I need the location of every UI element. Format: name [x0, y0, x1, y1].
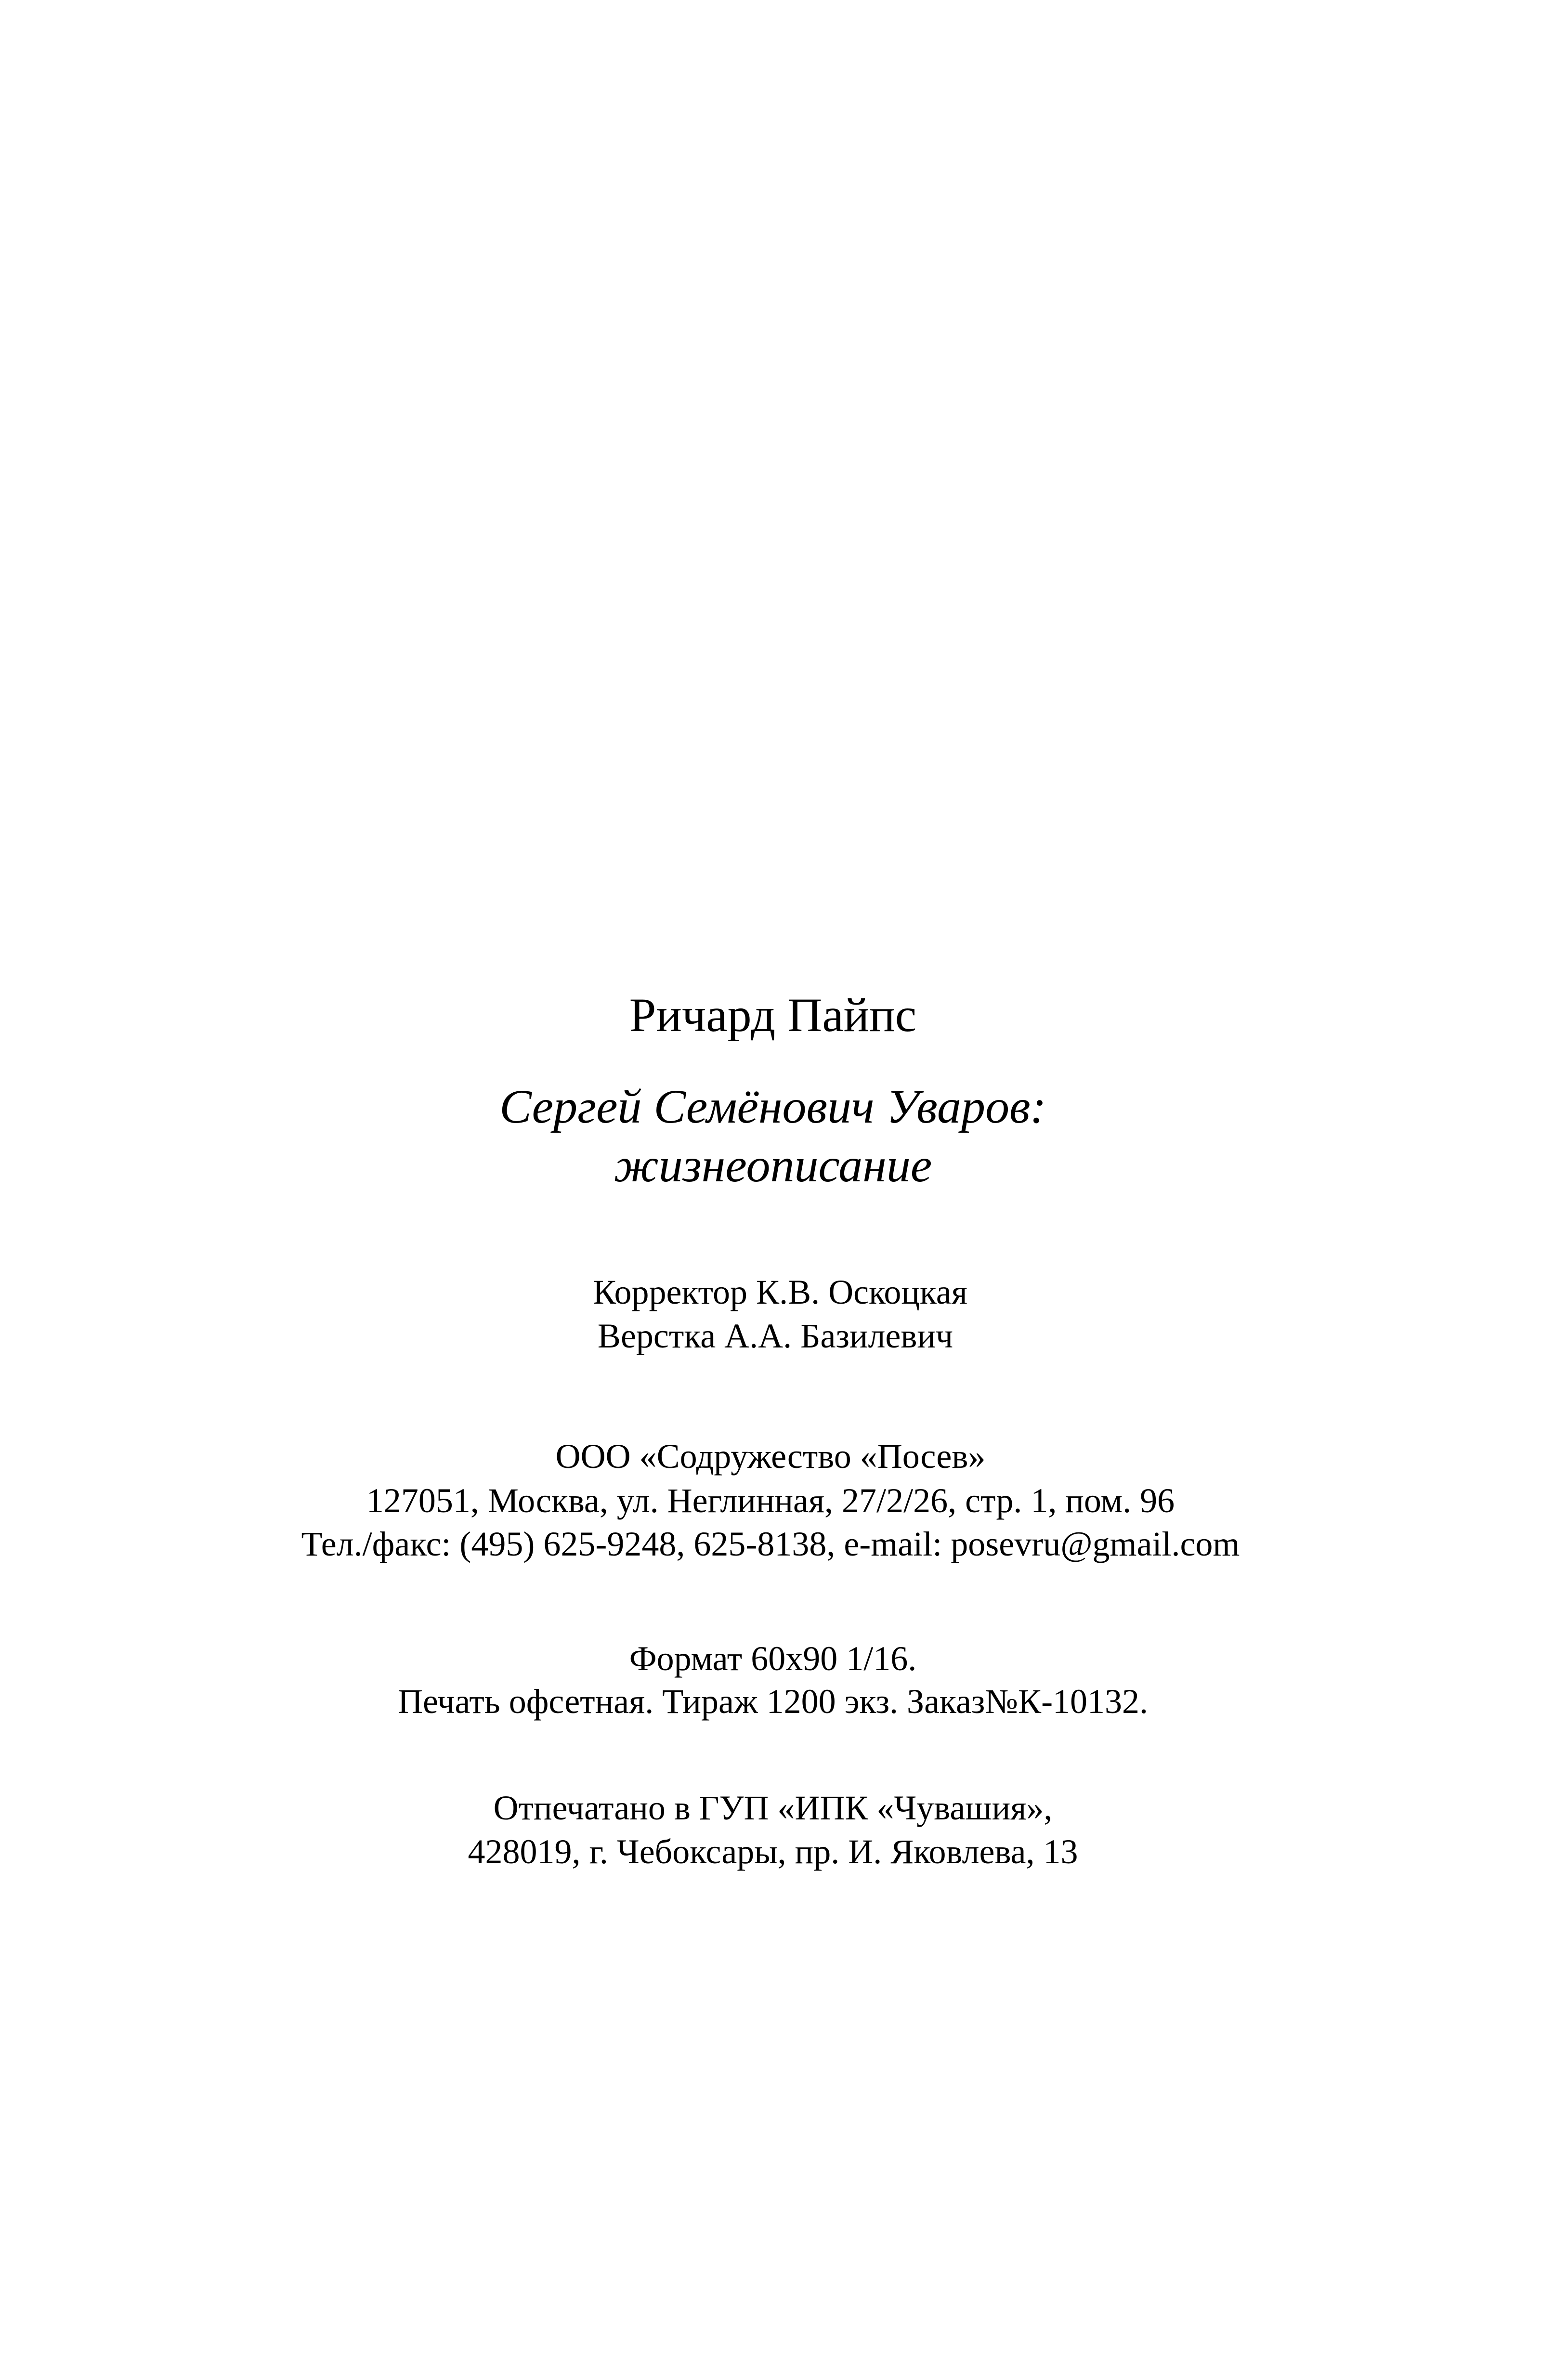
publisher-contacts: Тел./факс: (495) 625-9248, 625-8138, e-mail: posevru@gmail.com — [301, 1525, 1240, 1563]
publisher-address: 127051, Москва, ул. Неглинная, 27/2/26, стр. 1, пом. 96 — [366, 1481, 1175, 1520]
publisher-name: ООО «Содружество «Посев» — [555, 1437, 986, 1476]
author-name: Ричард Пайпс — [629, 988, 917, 1042]
print-details: Печать офсетная. Тираж 1200 экз. Заказ№К-10132. — [397, 1682, 1149, 1721]
corrector-credit: Корректор К.В. Оскоцкая — [593, 1273, 967, 1311]
book-title-line-2: жизнеописание — [614, 1138, 932, 1192]
layout-credit: Верстка А.А. Базилевич — [597, 1317, 953, 1355]
printer-address: 428019, г. Чебоксары, пр. И. Яковлева, 13 — [468, 1832, 1078, 1871]
book-title-line-1: Сергей Семёнович Уваров: — [499, 1080, 1046, 1133]
printer-name: Отпечатано в ГУП «ИПК «Чувашия», — [493, 1789, 1053, 1827]
book-format: Формат 60x90 1/16. — [629, 1639, 917, 1678]
